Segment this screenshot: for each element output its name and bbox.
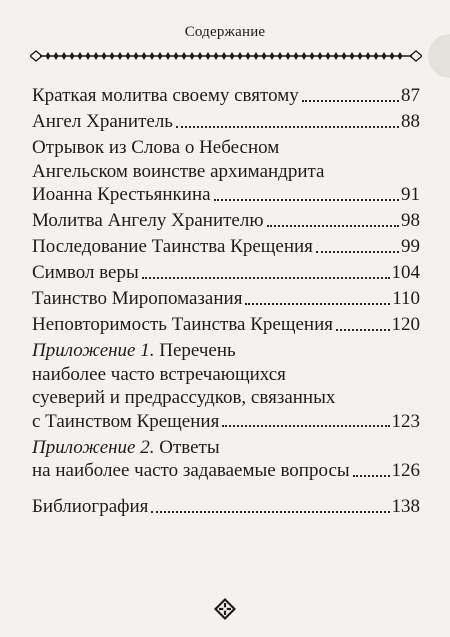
ornament-bead bbox=[238, 52, 243, 60]
ornament-bead bbox=[142, 52, 147, 60]
ornament-bead bbox=[326, 52, 331, 60]
divider-ornament bbox=[30, 46, 422, 66]
toc-entry[interactable] bbox=[32, 436, 420, 483]
appendix-label: Приложение 2. bbox=[32, 436, 155, 458]
toc-entry-line bbox=[32, 339, 420, 363]
toc-entry-title: Библиография bbox=[32, 496, 149, 517]
ornament-bead bbox=[118, 52, 123, 60]
ornament-bead bbox=[294, 52, 299, 60]
ornament-bead bbox=[166, 52, 171, 60]
ornament-bead bbox=[62, 52, 67, 60]
ornament-bead bbox=[94, 52, 99, 60]
ornament-bead bbox=[190, 52, 195, 60]
toc-entry-page: 104 bbox=[391, 262, 420, 283]
dot-leader bbox=[302, 100, 399, 102]
dot-leader bbox=[245, 303, 390, 305]
ornament-bead bbox=[86, 52, 91, 60]
ornament-bead bbox=[174, 52, 179, 60]
spacer bbox=[32, 485, 420, 495]
ornament-bead bbox=[302, 52, 307, 60]
toc-entry-line bbox=[32, 436, 420, 460]
toc-entry-line: суеверий и предрассудков, связанных bbox=[32, 387, 336, 408]
toc-entry-line-rest: Перечень bbox=[154, 340, 236, 361]
ornament-bead bbox=[286, 52, 291, 60]
ornament-bead bbox=[46, 52, 51, 60]
dot-leader bbox=[142, 277, 390, 279]
ornament-bead bbox=[158, 52, 163, 60]
toc-entry-title: Краткая молитва своему святому bbox=[32, 85, 299, 106]
appendix-label: Приложение 1. bbox=[32, 340, 155, 361]
ornament-bead bbox=[78, 52, 83, 60]
cross-ornament bbox=[213, 597, 237, 621]
toc-entry-title: Последование Таинства Крещения bbox=[32, 236, 313, 257]
dot-leader bbox=[353, 475, 390, 477]
ornament-bead bbox=[254, 52, 259, 60]
ornament-bead bbox=[350, 52, 355, 60]
toc-entry-page: 110 bbox=[392, 288, 420, 309]
dot-leader bbox=[316, 251, 399, 253]
ornament-bead bbox=[230, 52, 235, 60]
ornament-bead bbox=[102, 52, 107, 60]
dot-leader bbox=[176, 126, 399, 128]
ornament-bead bbox=[126, 52, 131, 60]
toc-entry-line: Иоанна Крестьянкина bbox=[32, 184, 211, 205]
toc-entry-page: 98 bbox=[401, 210, 420, 231]
toc-entry-page: 123 bbox=[391, 410, 420, 432]
dot-leader bbox=[336, 329, 390, 331]
toc-entry-title: Таинство Миропомазания bbox=[32, 288, 243, 309]
toc-entry-title: Неповторимость Таинства Крещения bbox=[32, 314, 333, 335]
toc-entry[interactable] bbox=[32, 235, 420, 259]
toc-entry-line: на наиболее часто задаваемые вопросы bbox=[32, 460, 350, 481]
toc-entry-line: наиболее часто встречающихся bbox=[32, 363, 286, 385]
ornament-bead bbox=[206, 52, 211, 60]
running-head: Содержание bbox=[184, 24, 266, 40]
toc-entry[interactable] bbox=[32, 209, 420, 233]
dot-leader bbox=[151, 511, 389, 513]
ornament-bead bbox=[398, 52, 403, 60]
ornament-bead bbox=[310, 52, 315, 60]
ornament-bead bbox=[358, 52, 363, 60]
toc-entry-line: Ангельском воинстве архимандрита bbox=[32, 160, 325, 182]
toc-entry-line: Отрывок из Слова о Небесном bbox=[32, 137, 280, 158]
ornament-bead bbox=[390, 52, 395, 60]
ornament-bead bbox=[262, 52, 267, 60]
ornament-bead bbox=[150, 52, 155, 60]
toc-entry-page: 120 bbox=[391, 314, 420, 335]
toc-entry[interactable] bbox=[32, 287, 420, 311]
ornament-bead bbox=[342, 52, 347, 60]
bleed-through-mark bbox=[422, 26, 450, 96]
toc-entry-page: 99 bbox=[401, 236, 420, 257]
ornament-bead bbox=[54, 52, 59, 60]
ornament-bead bbox=[182, 52, 187, 60]
toc-entry-page: 88 bbox=[401, 111, 420, 132]
toc-entry-page: 87 bbox=[401, 85, 420, 106]
toc-entry-page: 138 bbox=[391, 496, 420, 517]
ornament-bead bbox=[318, 52, 323, 60]
toc-entry[interactable] bbox=[32, 261, 420, 285]
dot-leader bbox=[214, 199, 399, 201]
toc-entry-line: с Таинством Крещения bbox=[32, 410, 220, 432]
toc-entry-title: Символ веры bbox=[32, 262, 139, 283]
ornament-bead bbox=[110, 52, 115, 60]
toc-entry[interactable] bbox=[32, 313, 420, 337]
toc-entry[interactable] bbox=[32, 136, 420, 207]
dot-leader bbox=[267, 225, 399, 227]
table-of-contents bbox=[32, 84, 420, 521]
ornament-bead bbox=[246, 52, 251, 60]
ornament-bead bbox=[198, 52, 203, 60]
ornament-bead bbox=[366, 52, 371, 60]
ornament-bead bbox=[334, 52, 339, 60]
toc-entry[interactable] bbox=[32, 84, 420, 108]
dot-leader bbox=[222, 425, 389, 427]
ornament-bead bbox=[134, 52, 139, 60]
ornament-bead bbox=[278, 52, 283, 60]
ornament-bead bbox=[222, 52, 227, 60]
ornament-bead bbox=[214, 52, 219, 60]
toc-entry-title: Ангел Хранитель bbox=[32, 111, 173, 132]
ornament-bead bbox=[382, 52, 387, 60]
toc-entry-line-rest: Ответы bbox=[154, 436, 220, 458]
toc-entry-page: 91 bbox=[401, 184, 420, 205]
toc-entry[interactable] bbox=[32, 339, 420, 433]
toc-entry-page: 126 bbox=[391, 460, 420, 481]
ornament-bead bbox=[270, 52, 275, 60]
ornament-bead bbox=[70, 52, 75, 60]
toc-entry[interactable] bbox=[32, 495, 420, 519]
ornament-bead bbox=[374, 52, 379, 60]
toc-entry-title: Молитва Ангелу Хранителю bbox=[32, 210, 264, 231]
toc-entry[interactable] bbox=[32, 110, 420, 134]
